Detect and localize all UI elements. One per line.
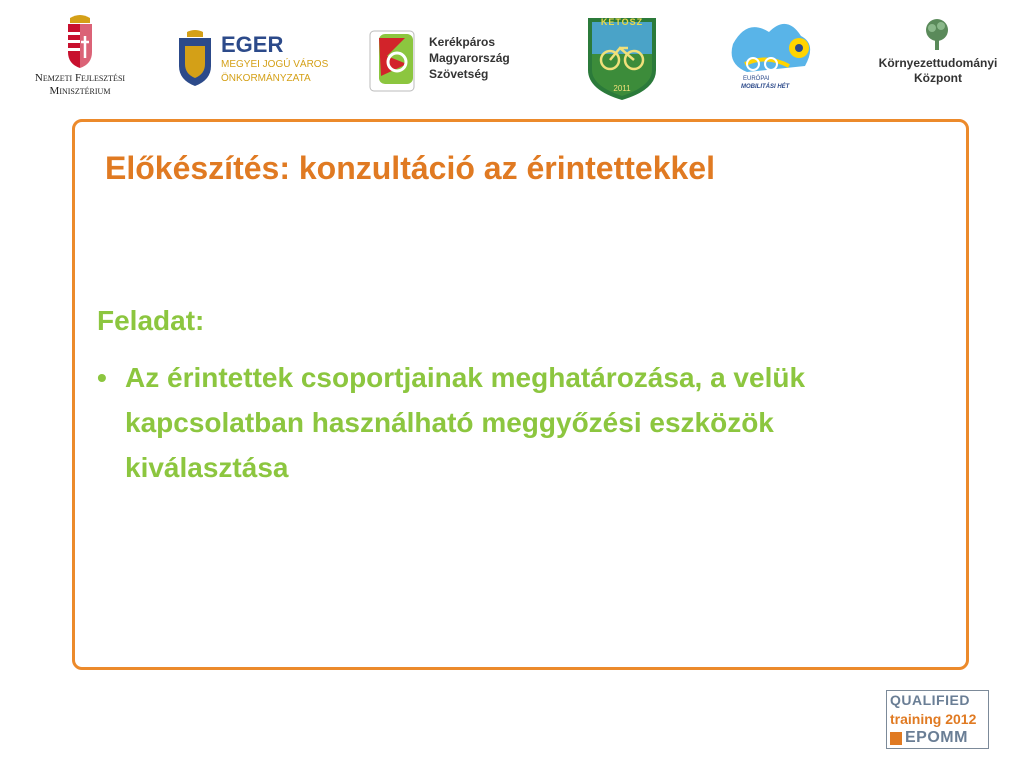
emh-name-line2: MOBILITÁSI HÉT [741, 84, 790, 90]
task-label: Feladat: [97, 305, 205, 336]
bicycle-gear-icon [367, 28, 417, 94]
slide-title: Előkészítés: konzultáció az érintettekkel [105, 150, 715, 186]
kk-name-line1: Környezettudományi [878, 56, 998, 70]
epomm-square-icon [890, 732, 902, 745]
kmsz-name-line1: Kerékpáros [429, 35, 496, 49]
badge-line3: EPOMM [905, 729, 968, 746]
mobility-week-icon [727, 14, 822, 84]
badge-line2: training 2012 [890, 711, 977, 727]
ketosz-name: KETOSZ [600, 17, 644, 27]
eger-subtitle-line1: MEGYEI JOGÚ VÁROS [221, 59, 329, 70]
nfm-name-line2: Minisztérium [49, 85, 111, 97]
emh-logo [727, 14, 822, 94]
hungarian-coat-of-arms-icon [60, 14, 100, 70]
kk-name-line2: Központ [914, 71, 962, 85]
kmsz-name-line2: Magyarország [429, 51, 510, 65]
nfm-name-line1: Nemzeti Fejlesztési [34, 72, 126, 84]
kk-logo [868, 18, 1008, 93]
bullet-marker: • [97, 362, 107, 393]
qualified-training-badge [886, 690, 989, 749]
badge-line1: QUALIFIED [890, 692, 970, 708]
kmsz-logo [367, 28, 537, 98]
kmsz-name-line3: Szövetség [429, 67, 489, 81]
tree-icon [922, 18, 952, 52]
eger-coat-of-arms-icon [175, 30, 215, 88]
ketosz-year: 2011 [613, 84, 631, 93]
nfm-logo [15, 12, 145, 102]
ketosz-logo [586, 14, 658, 102]
emh-name-line1: EURÓPAI [743, 76, 770, 82]
eger-logo [175, 28, 345, 90]
bullet-item [97, 355, 937, 490]
bullet-text: Az érintettek csoportjainak meghatározása, a velük kapcsolatban használható meggyőzési eszközök kiválasztása [125, 362, 806, 483]
eger-name: EGER [221, 32, 284, 57]
eger-subtitle-line2: ÖNKORMÁNYZATA [221, 73, 311, 84]
